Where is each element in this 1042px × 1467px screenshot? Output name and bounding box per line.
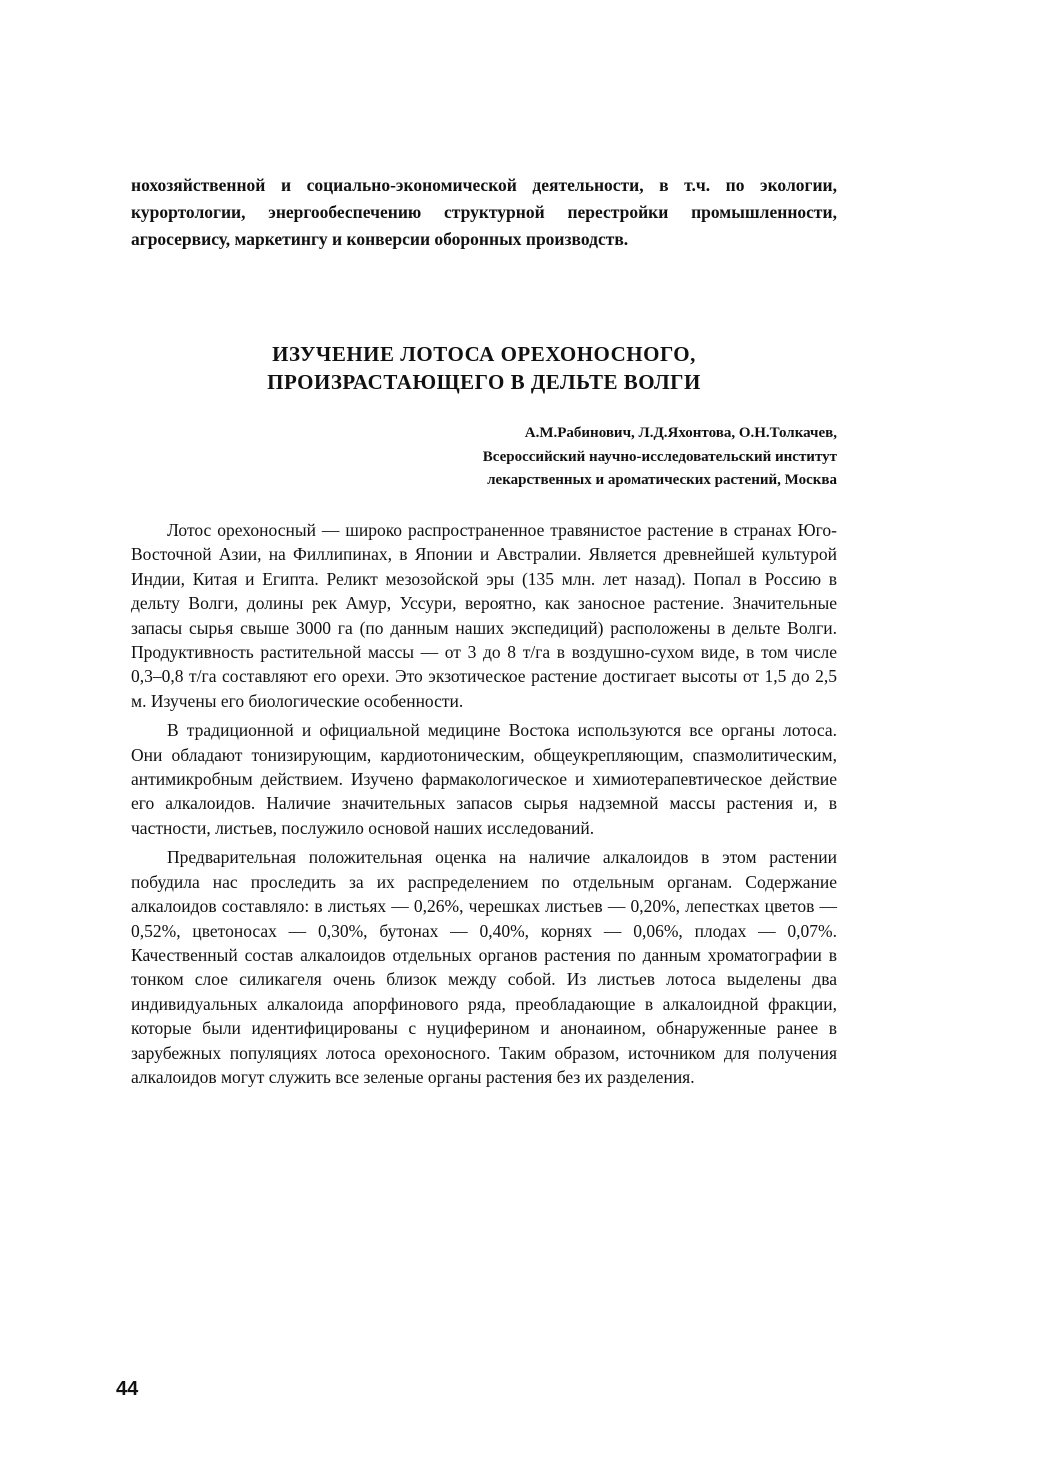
affiliation-line-1: Всероссийский научно-исследовательский институт	[482, 448, 837, 465]
article-title	[131, 340, 837, 396]
title-line-1: ИЗУЧЕНИЕ ЛОТОСА ОРЕХОНОСНОГО,	[272, 342, 696, 366]
title-line-2: ПРОИЗРАСТАЮЩЕГО В ДЕЛЬТЕ ВОЛГИ	[267, 370, 701, 394]
body-paragraph-3: Предварительная положительная оценка на наличие алкалоидов в этом растении побудила нас проследить за их распределением по отдельным органам. Содержание алкалоидов составляло: в листьях — 0,26%, черешках листьев — 0,20%, лепестках цветов — 0,52%, цветоносах — 0,30%, бутонах — 0,40%, корнях — 0,06%, плодах — 0,07%. Качественный состав алкалоидов отдельных органов растения по данным хроматографии в тонком слое силикагеля очень близок между собой. Из листьев лотоса выделены два индивидуальных алкалоида апорфинового ряда, преобладающие в алкалоидной фракции, которые были идентифицированы с нуциферином и анонаином, обнаруженные ранее в зарубежных популяциях лотоса орехоносного. Таким образом, источником для получения алкалоидов могут служить все зеленые органы растения без их разделения.	[131, 847, 837, 1087]
body-paragraph-1: Лотос орехоносный — широко распространенное травянистое растение в странах Юго-Восточной Азии, на Филлипинах, в Японии и Австралии. Является древнейшей культурой Индии, Китая и Египта. Реликт мезозойской эры (135 млн. лет назад). Попал в Россию в дельту Волги, долины рек Амур, Уссури, вероятно, как заносное растение. Значительные запасы сырья свыше 3000 га (по данным наших экспедиций) расположены в дельте Волги. Продуктивность растительной массы — от 3 до 8 т/га в воздушно-сухом виде, в том числе 0,3–0,8 т/га составляют его орехи. Это экзотическое растение достигает высоты от 1,5 до 2,5 м. Изучены его биологические особенности.	[131, 520, 837, 711]
affiliation-line-2: лекарственных и ароматических растений, Москва	[487, 472, 837, 488]
carryover-paragraph: нохозяйственной и социально-экономической деятельности, в т.ч. по экологии, курортологии, энергообеспечению структурной перестройки промышленности, агросервису, маркетингу и конверсии оборонных производств.	[131, 175, 837, 249]
author-block	[300, 422, 837, 493]
authors: А.М.Рабинович, Л.Д.Яхонтова, О.Н.Толкачев,	[524, 425, 837, 441]
article-body	[131, 518, 837, 1094]
page-number: 44	[116, 1378, 139, 1400]
body-paragraph-2: В традиционной и официальной медицине Востока используются все органы лотоса. Они обладают тонизирующим, кардиотоническим, общеукрепляющим, спазмолитическим, антимикробным действием. Изучено фармакологическое и химиотерапевтическое действие его алкалоидов. Наличие значительных запасов сырья надземной массы растения и, в частности, листьев, послужило основой наших исследований.	[131, 720, 837, 838]
